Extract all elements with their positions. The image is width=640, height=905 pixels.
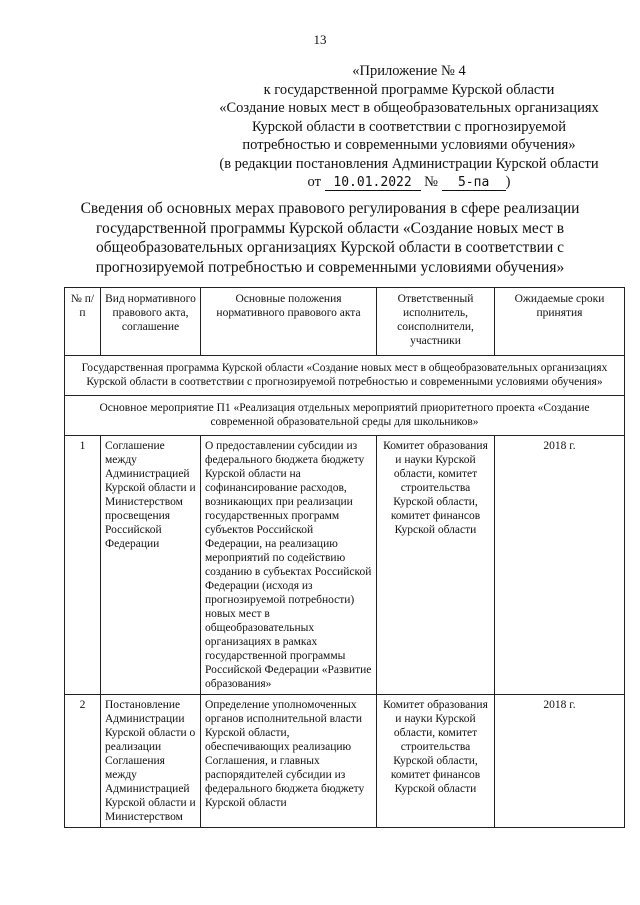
date-prefix: от (307, 174, 321, 190)
page-number: 13 (313, 32, 327, 47)
program-cell: Государственная программа Курской области «Создание новых мест в общеобразовательных организациях Курской области в соответствии с прогнозируемой потребностью и современными условиями обучения» (65, 356, 625, 396)
row-type: Соглашение между Администрацией Курской области и Министерством просвещения Российской Федерации (101, 436, 201, 695)
header-responsible: Ответственный исполнитель, соисполнители, участники (377, 288, 495, 356)
row-deadline: 2018 г. (495, 695, 625, 828)
measures-table (64, 287, 625, 828)
appendix-line: (в редакции постановления Администрации Курской области (219, 155, 599, 172)
appendix-line: к государственной программе Курской области (263, 81, 555, 98)
appendix-line: Курской области в соответствии с прогнозируемой (251, 118, 567, 135)
title-line: прогнозируемой потребностью и современными условиями обучения» (95, 258, 565, 276)
table-header-row (65, 288, 625, 356)
header-provisions: Основные положения нормативного правового акта (201, 288, 377, 356)
program-row (65, 356, 625, 396)
row-provisions: Определение уполномоченных органов исполнительной власти Курской области, обеспечивающих реализацию Соглашения, и главных распорядителей субсидии из федерального бюджета бюджету Курской области (201, 695, 377, 828)
row-responsible: Комитет образования и науки Курской области, комитет строительства Курской области, комитет финансов Курской области (377, 695, 495, 828)
header-deadline: Ожидаемые сроки принятия (495, 288, 625, 356)
header-type: Вид нормативного правового акта, соглашение (101, 288, 201, 356)
row-deadline: 2018 г. (495, 436, 625, 695)
measure-cell: Основное мероприятие П1 «Реализация отдельных мероприятий приоритетного проекта «Создание современной образовательной среды для школьников» (65, 396, 625, 436)
measure-row (65, 396, 625, 436)
number-field: 5-па (442, 175, 506, 191)
title-line: государственной программы Курской области «Создание новых мест в (95, 219, 565, 237)
title-line: Сведения об основных мерах правового регулирования в сфере реализации (80, 200, 580, 217)
row-type: Постановление Администрации Курской области о реализации Соглашения между Администрацией Курской области и Министерством (101, 695, 201, 828)
row-num: 2 (65, 695, 101, 828)
row-num: 1 (65, 436, 101, 695)
table-row (65, 436, 625, 695)
appendix-title: «Приложение № 4 (352, 63, 466, 79)
header-num: № п/п (65, 288, 101, 356)
row-provisions: О предоставлении субсидии из федерального бюджета бюджету Курской области на софинансирование расходов, возникающих при реализации государственных программ субъектов Российской Федерации, на реализацию мероприятий по содействию созданию в субъектах Российской Федерации (исходя из прогнозируемой потребности) новых мест в общеобразовательных организациях в рамках государственной программы Российской Федерации «Развитие образования» (201, 436, 377, 695)
appendix-date-line (200, 173, 618, 192)
title-line: общеобразовательных организациях Курской области в соответствии с (96, 239, 564, 256)
date-field: 10.01.2022 (325, 175, 421, 191)
table-row (65, 695, 625, 828)
document-title (60, 199, 600, 277)
appendix-line: потребностью и современными условиями обучения» (242, 137, 576, 153)
appendix-line: «Создание новых мест в общеобразовательных организациях (219, 100, 599, 116)
number-prefix: № (424, 174, 439, 190)
closing-bracket: ) (505, 174, 511, 190)
row-responsible: Комитет образования и науки Курской области, комитет строительства Курской области, комитет финансов Курской области (377, 436, 495, 695)
appendix-header (200, 62, 618, 192)
